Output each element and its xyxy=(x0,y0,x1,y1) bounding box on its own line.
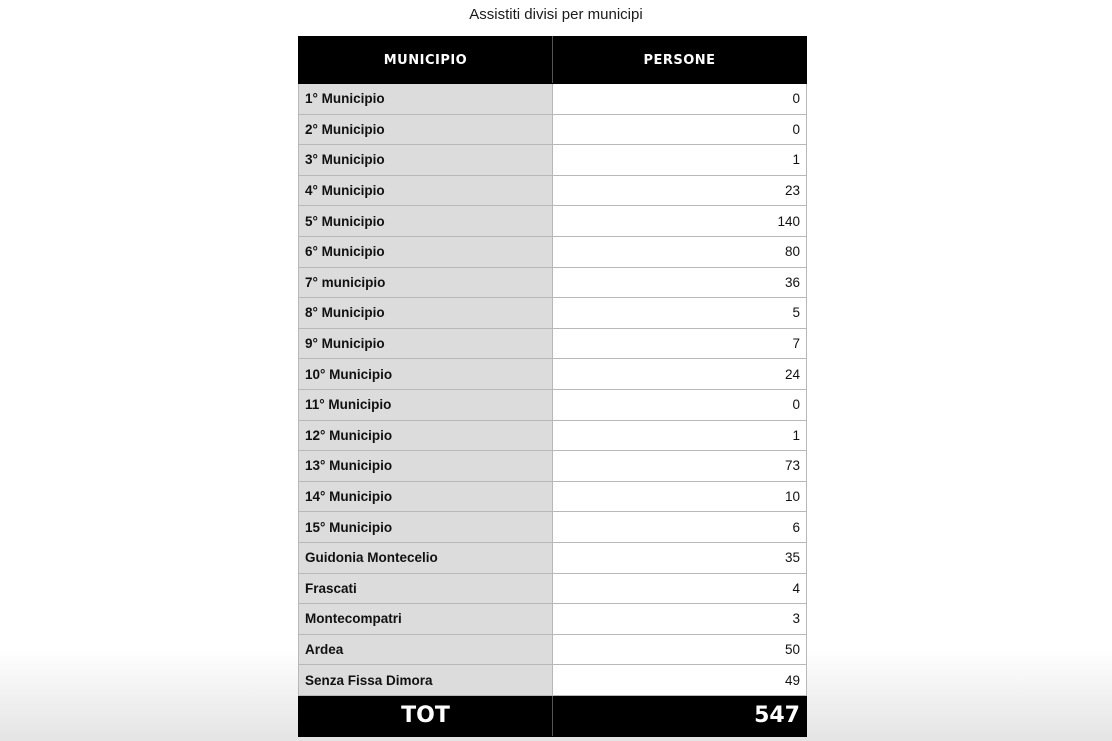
municipio-name-cell: 10° Municipio xyxy=(299,359,553,390)
table-body xyxy=(299,84,807,696)
page-title: Assistiti divisi per municipi xyxy=(469,6,643,23)
table-row xyxy=(299,634,807,665)
table-header-row xyxy=(299,37,807,84)
municipio-name-cell: 15° Municipio xyxy=(299,512,553,543)
municipio-name-cell: 1° Municipio xyxy=(299,84,553,115)
municipio-name-cell: 12° Municipio xyxy=(299,420,553,451)
table-row xyxy=(299,542,807,573)
persone-value-cell: 140 xyxy=(553,206,807,237)
table-row xyxy=(299,145,807,176)
municipio-name-cell: 8° Municipio xyxy=(299,298,553,329)
table-row xyxy=(299,604,807,635)
persone-value-cell: 24 xyxy=(553,359,807,390)
table-row xyxy=(299,206,807,237)
municipio-name-cell: 4° Municipio xyxy=(299,175,553,206)
municipio-name-cell: 14° Municipio xyxy=(299,481,553,512)
municipio-name-cell: Senza Fissa Dimora xyxy=(299,665,553,696)
persone-value-cell: 0 xyxy=(553,389,807,420)
municipio-name-cell: Frascati xyxy=(299,573,553,604)
persone-value-cell: 1 xyxy=(553,145,807,176)
total-label: TOT xyxy=(299,695,553,736)
table-row xyxy=(299,267,807,298)
table-row xyxy=(299,359,807,390)
municipio-name-cell: 13° Municipio xyxy=(299,451,553,482)
persone-value-cell: 4 xyxy=(553,573,807,604)
table-row xyxy=(299,175,807,206)
persone-value-cell: 3 xyxy=(553,604,807,635)
table-row xyxy=(299,236,807,267)
table-row xyxy=(299,84,807,115)
table-row xyxy=(299,114,807,145)
column-header-persone: PERSONE xyxy=(553,37,807,84)
table-row xyxy=(299,512,807,543)
municipio-name-cell: Ardea xyxy=(299,634,553,665)
persone-value-cell: 73 xyxy=(553,451,807,482)
persone-value-cell: 49 xyxy=(553,665,807,696)
municipi-table xyxy=(298,36,807,737)
table-row xyxy=(299,328,807,359)
persone-value-cell: 10 xyxy=(553,481,807,512)
persone-value-cell: 5 xyxy=(553,298,807,329)
persone-value-cell: 1 xyxy=(553,420,807,451)
municipio-name-cell: 2° Municipio xyxy=(299,114,553,145)
municipio-name-cell: 9° Municipio xyxy=(299,328,553,359)
municipio-name-cell: 5° Municipio xyxy=(299,206,553,237)
total-row xyxy=(299,695,807,736)
persone-value-cell: 50 xyxy=(553,634,807,665)
persone-value-cell: 35 xyxy=(553,542,807,573)
municipio-name-cell: 3° Municipio xyxy=(299,145,553,176)
municipio-name-cell: 7° municipio xyxy=(299,267,553,298)
total-value: 547 xyxy=(553,695,807,736)
table-row xyxy=(299,481,807,512)
persone-value-cell: 80 xyxy=(553,236,807,267)
persone-value-cell: 0 xyxy=(553,114,807,145)
persone-value-cell: 6 xyxy=(553,512,807,543)
table-row xyxy=(299,389,807,420)
column-header-municipio: MUNICIPIO xyxy=(299,37,553,84)
municipio-name-cell: 6° Municipio xyxy=(299,236,553,267)
persone-value-cell: 23 xyxy=(553,175,807,206)
table-row xyxy=(299,298,807,329)
persone-value-cell: 7 xyxy=(553,328,807,359)
municipio-name-cell: 11° Municipio xyxy=(299,389,553,420)
table-row xyxy=(299,665,807,696)
table-row xyxy=(299,420,807,451)
table-row xyxy=(299,451,807,482)
persone-value-cell: 36 xyxy=(553,267,807,298)
municipio-name-cell: Montecompatri xyxy=(299,604,553,635)
municipio-name-cell: Guidonia Montecelio xyxy=(299,542,553,573)
persone-value-cell: 0 xyxy=(553,84,807,115)
table-row xyxy=(299,573,807,604)
